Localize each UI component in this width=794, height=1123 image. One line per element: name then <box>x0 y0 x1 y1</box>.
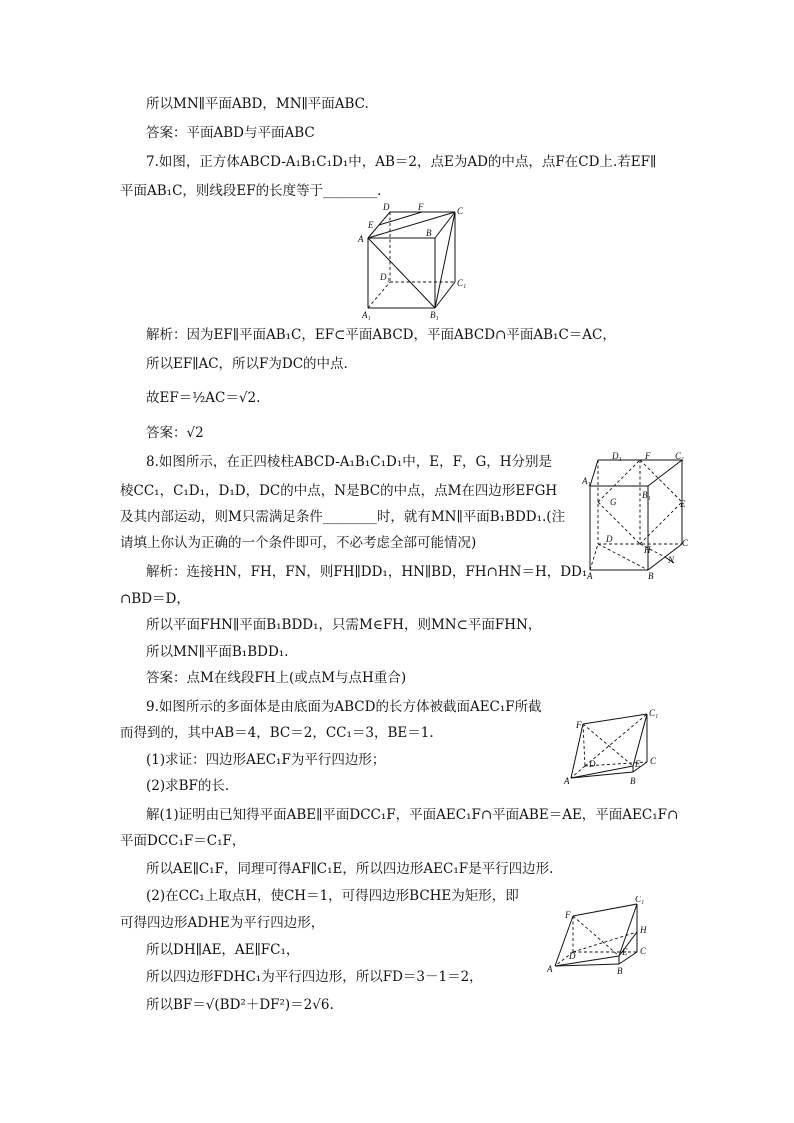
label-C1: C₁ <box>675 451 685 461</box>
text-line: 所以DH∥AE，AE∥FC₁， <box>146 942 300 958</box>
label-D: D <box>589 759 596 769</box>
text-line: (2)在CC₁上取点H，使CH＝1，可得四边形BCHE为矩形，即 <box>146 888 519 904</box>
label-C: C <box>650 756 657 766</box>
label-C: C <box>682 538 689 548</box>
label-C1: C₁ <box>649 708 659 718</box>
label-D: D <box>569 951 576 961</box>
text-line: 所以四边形FDHC₁为平行四边形，所以FD＝3－1＝2， <box>146 969 483 985</box>
formula-line: 故EF＝½AC＝√2. <box>146 390 261 406</box>
answer-line: 答案：平面ABD与平面ABC <box>146 125 315 141</box>
label-C1: C₁ <box>635 896 645 904</box>
label-D: D <box>606 534 613 544</box>
solution-line: 解析：因为EF∥平面AB₁C，EF⊂平面ABCD，平面ABCD∩平面AB₁C＝AC， <box>146 327 616 343</box>
text-line: 而得到的，其中AB＝4，BC＝2，CC₁＝3，BE＝1. <box>120 725 434 741</box>
label-E: E <box>368 220 374 230</box>
label-B1: B₁ <box>642 490 651 500</box>
text-line: 所以EF∥AC，所以F为DC的中点. <box>146 356 348 372</box>
label-F: F <box>418 202 424 212</box>
text-line: 平面DCC₁F＝C₁F， <box>120 833 246 849</box>
solution-line: 解(1)证明由已知得平面ABE∥平面DCC₁F，平面AEC₁F∩平面ABE＝AE，平面AEC₁F∩ <box>146 807 679 823</box>
polyhedron-figure-2 <box>545 896 655 980</box>
text-line: (1)求证：四边形AEC₁F为平行四边形； <box>146 752 386 768</box>
label-A: A <box>587 571 593 580</box>
text-line: 平面AB₁C，则线段EF的长度等于________. <box>120 183 382 199</box>
answer-line: 答案：点M在线段FH上(或点M与点H重合) <box>146 670 407 686</box>
label-C1: C₁ <box>457 278 467 288</box>
problem-7-stem: 7.如图，正方体ABCD-A₁B₁C₁D₁中，AB＝2，点E为AD的中点，点F在CD上.若EF∥ <box>146 154 657 170</box>
solution-line: 解析：连接HN，FH，FN，则FH∥DD₁，HN∥BD，FH∩HN＝H，DD₁ <box>146 564 588 580</box>
label-G: G <box>610 497 617 507</box>
label-C: C <box>457 206 464 216</box>
text-line: 请填上你认为正确的一个条件即可，不必考虑全部可能情况) <box>120 535 477 551</box>
label-B: B <box>630 776 636 786</box>
text-line: 所以MN∥平面B₁BDD₁. <box>146 644 289 660</box>
label-B: B <box>426 228 432 238</box>
label-A1: A₁ <box>582 476 591 486</box>
label-E: E <box>622 947 628 957</box>
label-B: B <box>648 571 654 580</box>
answer-line: 答案：√2 <box>146 425 204 441</box>
text-line: 所以AE∥C₁F，同理可得AF∥C₁E，所以四边形AEC₁F是平行四边形. <box>146 861 554 877</box>
label-H: H <box>640 925 647 935</box>
label-A1: A₁ <box>362 310 371 320</box>
label-E: E <box>635 759 641 769</box>
text-line: (2)求BF的长. <box>146 778 230 794</box>
problem-9-stem: 9.如图所示的多面体是由底面为ABCD的长方体被截面AEC₁F所截 <box>146 699 542 715</box>
label-H: H <box>644 545 651 555</box>
label-F: F <box>576 720 582 730</box>
polyhedron-figure-1 <box>563 704 673 790</box>
prism-figure <box>582 450 692 580</box>
label-B1: B₁ <box>430 310 439 320</box>
text-line: 所以MN∥平面ABD，MN∥平面ABC. <box>146 96 369 112</box>
cube-figure <box>350 200 480 322</box>
label-E: E <box>680 499 686 509</box>
label-F: F <box>645 451 651 461</box>
formula-line: 所以BF＝√(BD²＋DF²)＝2√6. <box>146 997 334 1013</box>
label-C: C <box>640 946 647 956</box>
text-line: 可得四边形ADHE为平行四边形， <box>120 915 325 931</box>
text-line: 棱CC₁，C₁D₁，D₁D，DC的中点，N是BC的中点，点M在四边形EFGH <box>120 483 558 499</box>
problem-8-stem: 8.如图所示，在正四棱柱ABCD-A₁B₁C₁D₁中，E，F，G，H分别是 <box>146 454 553 470</box>
label-D1: D₁ <box>380 272 390 282</box>
label-D: D <box>383 202 390 212</box>
text-line: 及其内部运动，则M只需满足条件________时，就有MN∥平面B₁BDD₁.(注 <box>120 509 566 525</box>
text-line: 所以平面FHN∥平面B₁BDD₁，只需M∈FH，则MN⊂平面FHN， <box>146 617 542 633</box>
label-A: A <box>358 234 364 244</box>
label-N: N <box>668 555 675 565</box>
label-A: A <box>547 964 553 974</box>
label-D1: D₁ <box>612 451 622 461</box>
label-A: A <box>564 776 570 786</box>
text-line: ∩BD＝D， <box>120 591 190 607</box>
label-B: B <box>617 966 623 976</box>
label-F: F <box>565 910 571 920</box>
